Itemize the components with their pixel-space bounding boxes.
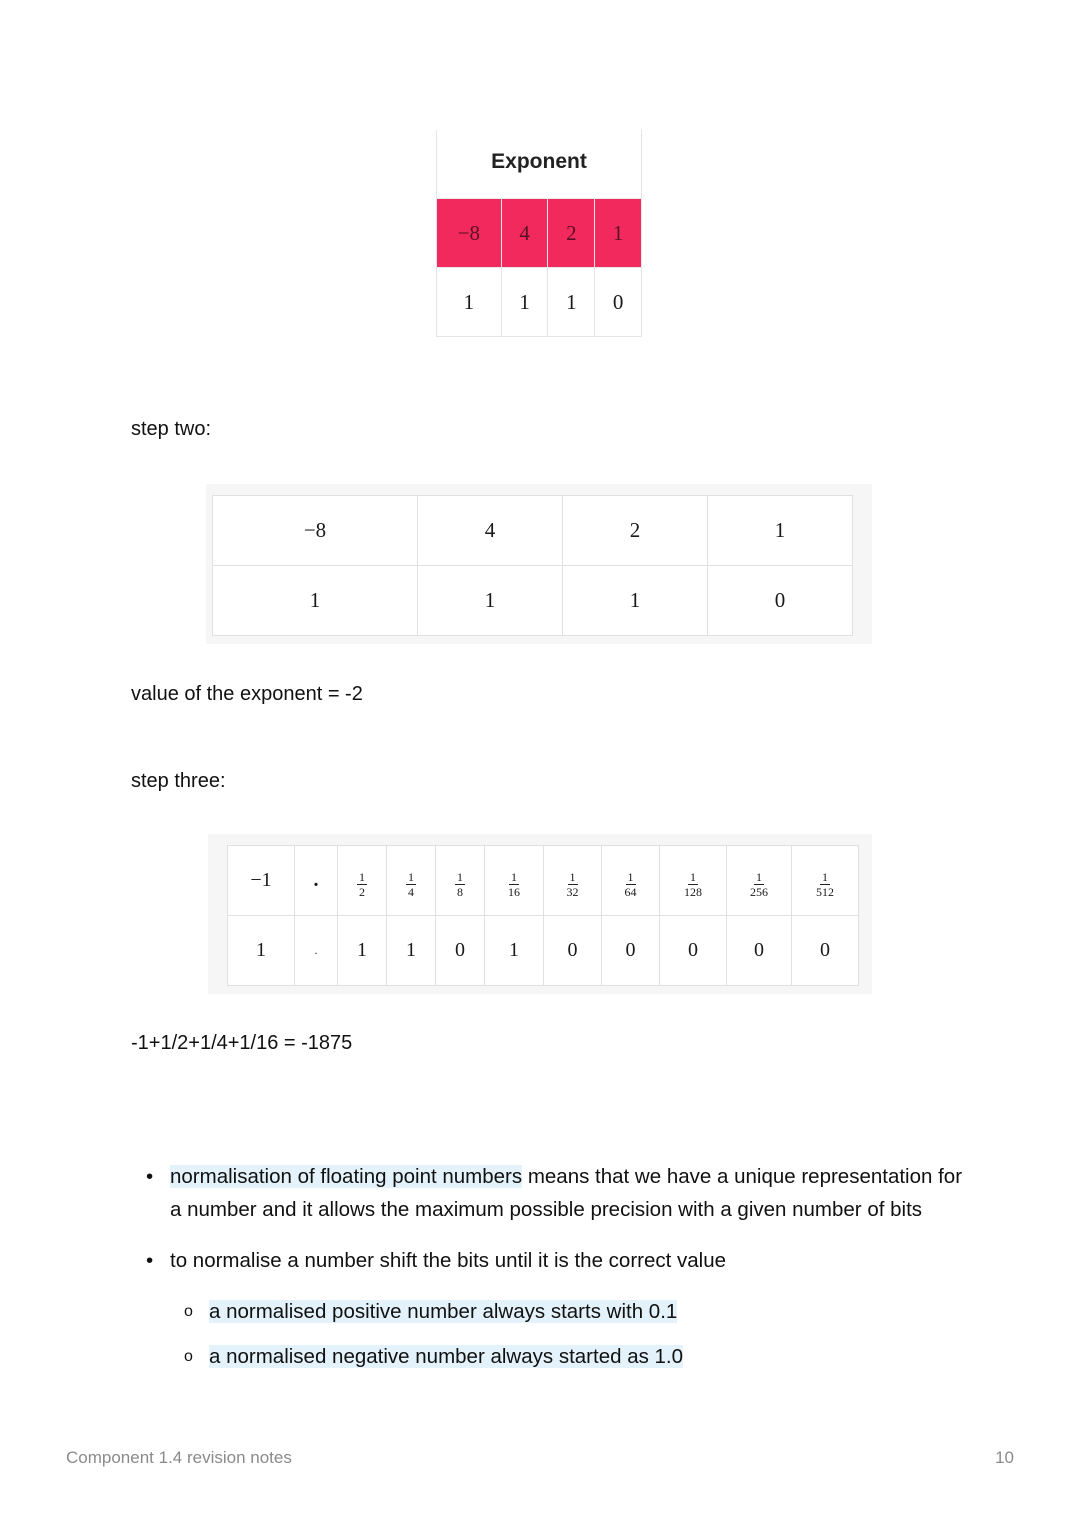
- mantissa-header-point: .: [295, 846, 338, 916]
- mantissa-value-cell: 0: [544, 916, 602, 986]
- step-three-table: [227, 845, 859, 986]
- mantissa-value-cell: 0: [660, 916, 727, 986]
- mantissa-header-frac: $\frac{1}{32}$: [544, 846, 602, 916]
- mantissa-header-frac: $\frac{1}{64}$: [602, 846, 660, 916]
- exponent-table: [436, 130, 642, 337]
- sub-list-item: [146, 1340, 966, 1373]
- step-two-value-cell: 1: [418, 566, 563, 636]
- mantissa-value-cell: 0: [602, 916, 660, 986]
- step-two-value-cell: 1: [213, 566, 418, 636]
- mantissa-header-frac: $\frac{1}{16}$: [485, 846, 544, 916]
- step-two-header-cell: 4: [418, 496, 563, 566]
- mantissa-value-point: .: [295, 916, 338, 986]
- exp-header-cell: 1: [595, 199, 642, 268]
- mantissa-header-frac: $\frac{1}{8}$: [436, 846, 485, 916]
- mantissa-header-frac: $\frac{1}{512}$: [792, 846, 859, 916]
- exponent-grid: [436, 198, 642, 337]
- mantissa-value-cell: 0: [792, 916, 859, 986]
- exp-header-cell: −8: [437, 199, 502, 268]
- mantissa-header-frac: $\frac{1}{2}$: [338, 846, 387, 916]
- list-item-text: to normalise a number shift the bits until it is the correct value: [170, 1249, 727, 1272]
- exp-value-cell: 1: [548, 268, 595, 337]
- exponent-title: Exponent: [436, 130, 642, 198]
- step-two-label: step two:: [131, 418, 212, 440]
- mantissa-result: -1+1/2+1/4+1/16 = -1875: [131, 1032, 353, 1054]
- list-item: [146, 1160, 966, 1226]
- step-two-table: [212, 495, 853, 636]
- page-number: 10: [995, 1448, 1014, 1467]
- step-two-value-cell: 0: [708, 566, 853, 636]
- exp-value-cell: 1: [437, 268, 502, 337]
- step-three-label: step three:: [131, 770, 226, 792]
- mantissa-value-cell: 1: [228, 916, 295, 986]
- footer-title: Component 1.4 revision notes: [66, 1448, 292, 1467]
- highlighted-term: normalisation of floating point numbers: [170, 1165, 523, 1188]
- bullet-icon: •: [146, 1165, 154, 1188]
- notes-list: [146, 1160, 966, 1385]
- list-item-text: means that we have a unique representation for a number and it allows the maximum possible precision with a given number of bits: [170, 1165, 963, 1221]
- mantissa-value-cell: 1: [338, 916, 387, 986]
- step-two-header-cell: 2: [563, 496, 708, 566]
- mantissa-header-whole: −1: [228, 846, 295, 916]
- list-item: [146, 1244, 966, 1277]
- mantissa-value-cell: 1: [485, 916, 544, 986]
- bullet-icon: •: [146, 1249, 154, 1272]
- mantissa-header-frac: $\frac{1}{128}$: [660, 846, 727, 916]
- mantissa-value-cell: 1: [387, 916, 436, 986]
- hollow-bullet-icon: o: [184, 1348, 193, 1365]
- exp-value-cell: 1: [501, 268, 548, 337]
- sub-list-item-text: a normalised positive number always starts with 0.1: [209, 1300, 678, 1323]
- exp-header-cell: 4: [501, 199, 548, 268]
- step-two-header-cell: 1: [708, 496, 853, 566]
- hollow-bullet-icon: o: [184, 1303, 193, 1320]
- exp-header-cell: 2: [548, 199, 595, 268]
- mantissa-header-frac: $\frac{1}{256}$: [727, 846, 792, 916]
- mantissa-value-cell: 0: [436, 916, 485, 986]
- exp-value-cell: 0: [595, 268, 642, 337]
- sub-list-item: [146, 1295, 966, 1328]
- mantissa-header-frac: $\frac{1}{4}$: [387, 846, 436, 916]
- exponent-result: value of the exponent = -2: [131, 683, 363, 705]
- step-two-value-cell: 1: [563, 566, 708, 636]
- step-two-header-cell: −8: [213, 496, 418, 566]
- mantissa-value-cell: 0: [727, 916, 792, 986]
- sub-list-item-text: a normalised negative number always started as 1.0: [209, 1345, 684, 1368]
